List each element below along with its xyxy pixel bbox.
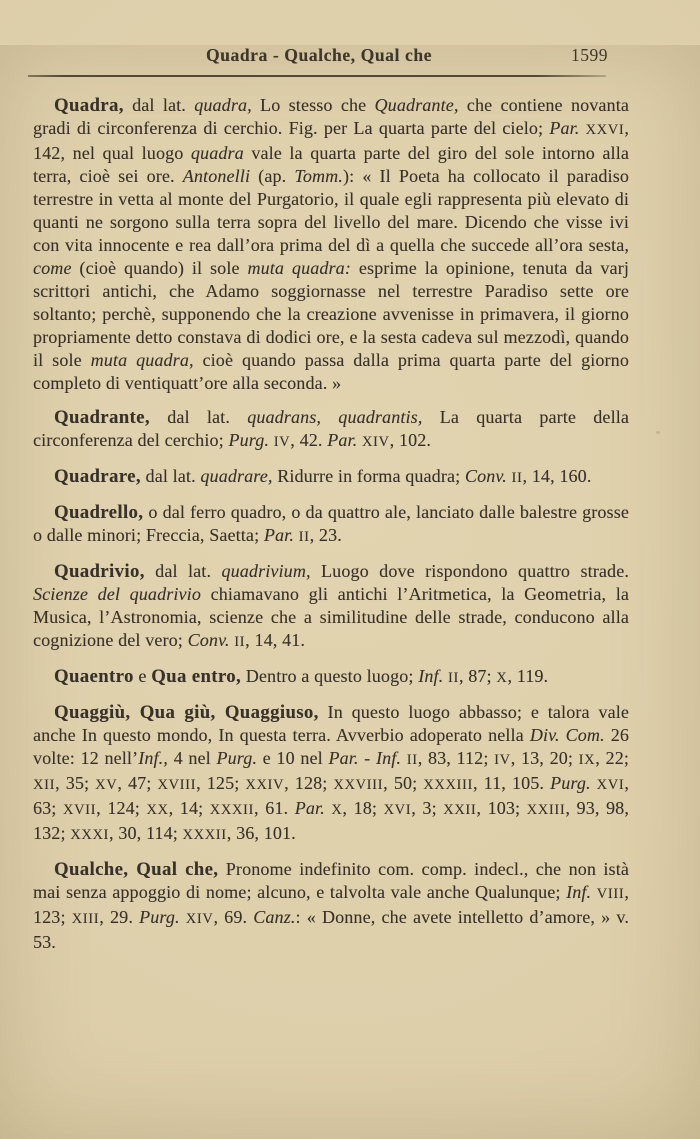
citation-numeral: XIII — [71, 911, 100, 927]
text-run: Quadrante, — [374, 95, 459, 115]
text-run: Pronome indefinito com. comp. indecl., che non istà mai senza appoggio di nome; alcuno, e talvolta vale anche Qualunque; — [33, 859, 629, 902]
text-run: 4 nel — [167, 748, 217, 768]
text-run: Inf. — [566, 882, 592, 902]
text-run: o dal ferro quadro, o da quattro ale, lanciato dalle balestre grosse o dalle minori; Freccia, Saetta; — [33, 502, 629, 545]
text-run: (cioè quando) il sole — [71, 258, 248, 278]
text-run: , 103; — [476, 798, 527, 818]
header-rule — [28, 75, 606, 77]
citation-numeral: IX — [578, 752, 596, 768]
page-header — [30, 45, 608, 67]
dictionary-entries — [33, 94, 629, 954]
text-run: , 87; — [458, 666, 497, 686]
citation-numeral: XV — [95, 777, 118, 793]
text-run: , 142, nel qual luogo — [33, 118, 629, 163]
headword: Qualche, Qual che, — [54, 859, 219, 880]
text-run: , 123; — [33, 882, 629, 927]
text-run: dal lat. — [144, 561, 222, 581]
text-run: , 22; — [595, 748, 629, 768]
citation-numeral: XVI — [383, 802, 412, 818]
text-run: Par. — [263, 525, 294, 545]
text-run: Conv. — [464, 466, 507, 486]
citation-numeral: XVII — [62, 802, 97, 818]
text-run: , 11, 105. — [473, 773, 551, 793]
running-head: Quadra - Qualche, Qual che — [205, 45, 433, 65]
dictionary-entry-quadra — [33, 94, 629, 395]
text-run: : « Donne, che avete intelletto d’amore, » v. 53. — [33, 907, 629, 952]
text-run: La quarta parte della circonferenza del cerchio; — [33, 407, 630, 450]
citation-numeral: XXXI — [70, 827, 110, 843]
text-run: Inf. — [418, 666, 444, 686]
citation-numeral: IV — [494, 752, 511, 768]
text-run: Canz. — [253, 907, 296, 927]
text-run: Scienze del quadrivio — [33, 584, 201, 604]
dictionary-entry-quadrare — [33, 465, 629, 490]
text-run: Lo stesso che — [251, 95, 375, 115]
text-run: Par. — [327, 430, 358, 450]
text-run: , 69. — [213, 907, 254, 927]
citation-numeral: II — [447, 670, 459, 686]
text-run: , 14, 160. — [522, 466, 592, 486]
text-run: - — [358, 748, 376, 768]
text-run: , 35; — [55, 773, 96, 793]
text-run: dal lat. — [123, 95, 195, 115]
text-run: , 124; — [96, 798, 147, 818]
page-number: 1599 — [571, 45, 608, 65]
citation-numeral: XXXII — [209, 802, 255, 818]
citation-numeral: XIV — [361, 434, 390, 450]
text-run: Dentro a questo luogo; — [241, 666, 419, 686]
citation-numeral: X — [496, 670, 508, 686]
text-run: Tomm. — [294, 166, 343, 186]
text-run: In questo luogo abbasso; e talora vale anche In questo mondo, In questa terra. Avverbio adoperato nella — [33, 702, 630, 745]
citation-numeral: XXVI — [585, 122, 625, 138]
citation-numeral: II — [298, 529, 310, 545]
citation-numeral: XXIII — [526, 802, 566, 818]
text-run: Purg. — [216, 748, 258, 768]
text-run: , 36, 101. — [226, 823, 296, 843]
text-run: muta quadra: — [247, 258, 351, 278]
dictionary-entry-quaentro — [33, 665, 629, 690]
citation-numeral: XVIII — [157, 777, 197, 793]
citation-numeral: XII — [33, 777, 56, 793]
text-run: Conv. — [187, 630, 230, 650]
citation-numeral: II — [511, 470, 523, 486]
text-run: quadrivium, — [221, 561, 311, 581]
text-run: , 3; — [411, 798, 444, 818]
text-run: e — [133, 666, 152, 686]
text-run: 26 volte: 12 nell’ — [33, 725, 629, 768]
text-run: quadra, — [194, 95, 252, 115]
text-run: Par. — [549, 118, 580, 138]
text-run: Luogo dove rispondono quattro strade. — [310, 561, 629, 581]
headword: Quadrante, — [54, 407, 150, 428]
citation-numeral: XIV — [185, 911, 214, 927]
text-run: , 42. — [290, 430, 328, 450]
text-run: , 63; — [33, 773, 629, 818]
headword: Quadrivio, — [54, 561, 145, 582]
text-run: Div. Com. — [529, 725, 605, 745]
book-page — [0, 45, 700, 1139]
text-run: vale la quarta parte del giro del sole intorno alla terra, cioè sei ore. — [33, 143, 630, 186]
text-run: e 10 nel — [257, 748, 329, 768]
text-run: (ap. — [250, 166, 295, 186]
citation-numeral: XXIV — [245, 777, 285, 793]
text-run: , 125; — [196, 773, 246, 793]
text-run: chiamavano gli antichi l’Aritmetica, la Geometria, la Musica, l’Astronomia, scienze che a similitudine delle strade, conducono alla cognizione del vero; — [33, 584, 629, 650]
text-run: dal lat. — [149, 407, 248, 427]
citation-numeral: XVI — [596, 777, 625, 793]
text-run: , 83, 112; — [417, 748, 495, 768]
citation-numeral: II — [406, 752, 418, 768]
text-run: , 29. — [99, 907, 140, 927]
text-run: , 14; — [168, 798, 210, 818]
text-run: , 47; — [117, 773, 158, 793]
headword: Quaggiù, Qua giù, Quaggiuso, — [54, 702, 319, 723]
headword: Quadrello, — [54, 502, 144, 523]
text-run: Inf. — [375, 748, 402, 768]
text-run: come — [33, 258, 72, 278]
text-run: , 128; — [284, 773, 334, 793]
text-run: , 119. — [507, 666, 549, 686]
text-run: , 102. — [389, 430, 432, 450]
headword: Quadra, — [54, 95, 124, 116]
citation-numeral: II — [234, 634, 246, 650]
headword: Quaentro — [54, 666, 134, 687]
dictionary-entry-quaggiu — [33, 701, 629, 847]
citation-numeral: X — [331, 802, 343, 818]
citation-numeral: XXII — [443, 802, 477, 818]
text-run: Purg. — [550, 773, 591, 793]
citation-numeral: XXXIII — [423, 777, 474, 793]
text-run: dal lat. — [140, 466, 201, 486]
text-run: , 14, 41. — [245, 630, 306, 650]
citation-numeral: XXVIII — [333, 777, 384, 793]
text-run: Purg. — [139, 907, 180, 927]
text-run: quadrare, — [200, 466, 273, 486]
scan-speck — [656, 431, 660, 434]
text-run: , 93, 98, 132; — [33, 798, 629, 843]
text-run: Par. — [328, 748, 359, 768]
text-run: ): « Il Poeta ha collocato il paradiso terrestre in vetta al monte del Purgatorio, il quale egli rappresenta più elevato di quanti ne sorgono sulla terra sopra del livello del mare. Dicendo che visse ivi con vita innocente e rea dall’ora prima del dì a quella che succede all’ora sesta, — [33, 166, 630, 255]
dictionary-entry-quadrello — [33, 501, 629, 549]
text-run: cioè quando passa dalla prima quarta parte del giorno completo di ventiquatt’ore alla seconda. » — [33, 350, 629, 393]
text-run: esprime la opinione, tenuta da varj scrittori antichi, che Adamo soggiornasse nel terrestre Paradiso sette ore soltanto; perchè, supponendo che la creazione avvenisse in primavera, il giorno propriamente detto constava di dodici ore, e la sesta cadeva sul mezzodì, quando il sole — [33, 258, 629, 370]
citation-numeral: IV — [273, 434, 291, 450]
citation-numeral: XXXII — [182, 827, 227, 843]
text-run: quadrans, quadrantis, — [247, 407, 423, 427]
text-run: Purg. — [228, 430, 270, 450]
text-run: , 50; — [383, 773, 424, 793]
text-run: , 13, 20; — [510, 748, 579, 768]
text-run: , 18; — [342, 798, 384, 818]
dictionary-entry-quadrante — [33, 406, 629, 454]
text-run: , 30, 114; — [109, 823, 183, 843]
text-run: Ridurre in forma quadra; — [272, 466, 465, 486]
text-run: Inf., — [138, 748, 168, 768]
text-run: , 61. — [254, 798, 295, 818]
citation-numeral: VIII — [596, 886, 625, 902]
dictionary-entry-quadrivio — [33, 560, 629, 654]
text-run: Par. — [294, 798, 325, 818]
text-run: Antonelli — [182, 166, 251, 186]
headword: Quadrare, — [54, 466, 141, 487]
headword: Qua entro, — [151, 666, 242, 687]
text-run: muta quadra, — [90, 350, 194, 370]
citation-numeral: XX — [146, 802, 169, 818]
dictionary-entry-qualche — [33, 858, 629, 954]
text-run: che contiene novanta gradi di circonferenza di cerchio. Fig. per La quarta parte del cielo; — [33, 95, 629, 138]
text-run: , 23. — [309, 525, 342, 545]
text-run: quadra — [190, 143, 244, 163]
